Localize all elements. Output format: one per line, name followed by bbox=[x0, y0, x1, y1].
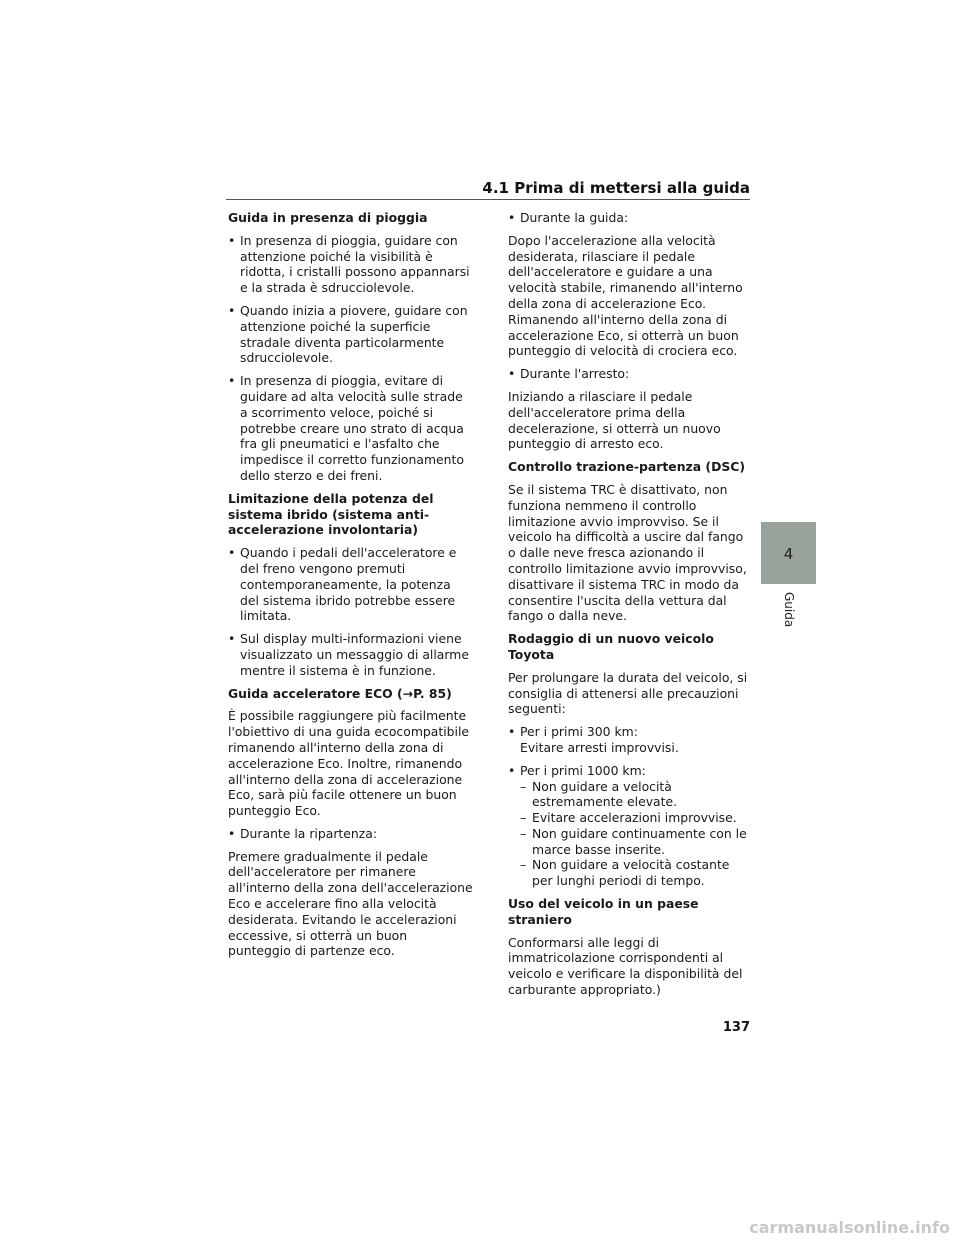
sub-list bbox=[508, 779, 753, 890]
dash-icon: – bbox=[520, 857, 527, 873]
right-column bbox=[508, 210, 753, 1005]
sub-list-item: – Non guidare a velocità estremamente elevate. bbox=[520, 778, 678, 810]
list-item: • Durante l'arresto: bbox=[508, 366, 630, 382]
heading-eco-guide: Guida acceleratore ECO (→P. 85) bbox=[228, 685, 452, 701]
page-number: 137 bbox=[722, 1020, 750, 1035]
list-item: • Durante la guida: bbox=[508, 210, 629, 225]
bullet-icon: • bbox=[228, 631, 236, 647]
list-item: • Quando inizia a piovere, guidare con attenzione poiché la superficie stradale diventa particolarmente sdrucciolevole. bbox=[228, 302, 468, 366]
list-item: • Durante la ripartenza: bbox=[228, 825, 378, 841]
header-rule bbox=[226, 199, 750, 200]
chapter-number: 4 bbox=[783, 545, 794, 563]
paragraph: Conformarsi alle leggi di immatricolazione corrispondenti al veicolo e verificare la disponibilità del carburante appropriato.) bbox=[508, 934, 743, 998]
heading-foreign-country: Uso del veicolo in un paese straniero bbox=[508, 896, 699, 927]
bullet-icon: • bbox=[508, 210, 516, 225]
dash-icon: – bbox=[520, 778, 527, 794]
bullet-icon: • bbox=[228, 825, 236, 841]
heading-power-limit: Limitazione della potenza del sistema ibrido (sistema anti-accelerazione involontaria) bbox=[228, 490, 434, 538]
bullet-icon: • bbox=[508, 762, 516, 778]
bullet-icon: • bbox=[228, 545, 236, 561]
dash-icon: – bbox=[520, 810, 527, 826]
chapter-label: Guida bbox=[782, 592, 796, 628]
paragraph: Dopo l'accelerazione alla velocità desiderata, rilasciare il pedale dell'acceleratore e guidare a una velocità stabile, rimanendo all'interno della zona di accelerazione Eco. Rimanendo all'interno della zona di accelerazione Eco, si otterrà un buon punteggio di velocità di crociera eco. bbox=[508, 232, 743, 359]
paragraph: Se il sistema TRC è disattivato, non funziona nemmeno il controllo limitazione avvio improvviso. Se il veicolo ha difficoltà a uscire dal fango o dalle neve fresca azionando il controllo limitazione avvio improvviso, disattivare il sistema TRC in modo da consentire l'uscita della vettura dal fango o dalla neve. bbox=[508, 481, 747, 624]
list-item: • Sul display multi-informazioni viene visualizzato un messaggio di allarme mentre il sistema è in funzione. bbox=[228, 631, 469, 678]
sub-list-item: – Non guidare continuamente con le marce basse inserite. bbox=[520, 825, 747, 857]
paragraph: Iniziando a rilasciare il pedale dell'acceleratore prima della decelerazione, si otterrà un nuovo punteggio di arresto eco. bbox=[508, 388, 721, 452]
list-item: • Per i primi 300 km: bbox=[508, 724, 638, 740]
heading-rain: Guida in presenza di pioggia bbox=[228, 210, 428, 225]
left-column bbox=[228, 210, 473, 966]
sub-list-item: – Non guidare a velocità costante per lunghi periodi di tempo. bbox=[520, 857, 730, 889]
watermark: carmanualsonline.info bbox=[749, 1218, 950, 1237]
list-item: • Quando i pedali dell'acceleratore e del freno vengono premuti contemporaneamente, la potenza del sistema ibrido potrebbe essere limitata. bbox=[228, 545, 457, 624]
paragraph: Per prolungare la durata del veicolo, si consiglia di attenersi alle precauzioni seguenti: bbox=[508, 669, 748, 717]
dash-icon: – bbox=[520, 825, 527, 841]
bullet-icon: • bbox=[228, 232, 236, 248]
list-item: • In presenza di pioggia, evitare di guidare ad alta velocità sulle strade a scorrimento veloce, poiché si potrebbe creare uno strato di acqua fra gli pneumatici e l'asfalto che impedisce il corretto funzionamento dello sterzo e dei freni. bbox=[228, 373, 464, 483]
bullet-icon: • bbox=[228, 373, 236, 389]
bullet-icon: • bbox=[228, 302, 236, 318]
paragraph: Evitare arresti improvvisi. bbox=[520, 739, 679, 755]
list-item: • In presenza di pioggia, guidare con attenzione poiché la visibilità è ridotta, i cristalli possono appannarsi e la strada è sdrucciolevole. bbox=[228, 232, 470, 296]
sub-list-item: – Evitare accelerazioni improvvise. bbox=[520, 810, 737, 826]
list-item: • Per i primi 1000 km: bbox=[508, 762, 646, 778]
heading-break-in: Rodaggio di un nuovo veicolo Toyota bbox=[508, 631, 714, 662]
heading-dsc: Controllo trazione-partenza (DSC) bbox=[508, 459, 746, 475]
paragraph: È possibile raggiungere più facilmente l'obiettivo di una guida ecocompatibile rimanendo all'interno della zona di accelerazione Eco. Inoltre, rimanendo all'interno della zona di accelerazione Eco, sarà più facile ottenere un buon punteggio Eco. bbox=[228, 708, 470, 819]
bullet-icon: • bbox=[508, 366, 516, 382]
paragraph: Premere gradualmente il pedale dell'acceleratore per rimanere all'interno della zona dell'accelerazione Eco e accelerare fino alla velocità desiderata. Evitando le accelerazioni eccessive, si otterrà un buon punteggio di partenze eco. bbox=[228, 848, 473, 959]
page-header-title: 4.1 Prima di mettersi alla guida bbox=[482, 179, 750, 197]
bullet-icon: • bbox=[508, 724, 516, 740]
